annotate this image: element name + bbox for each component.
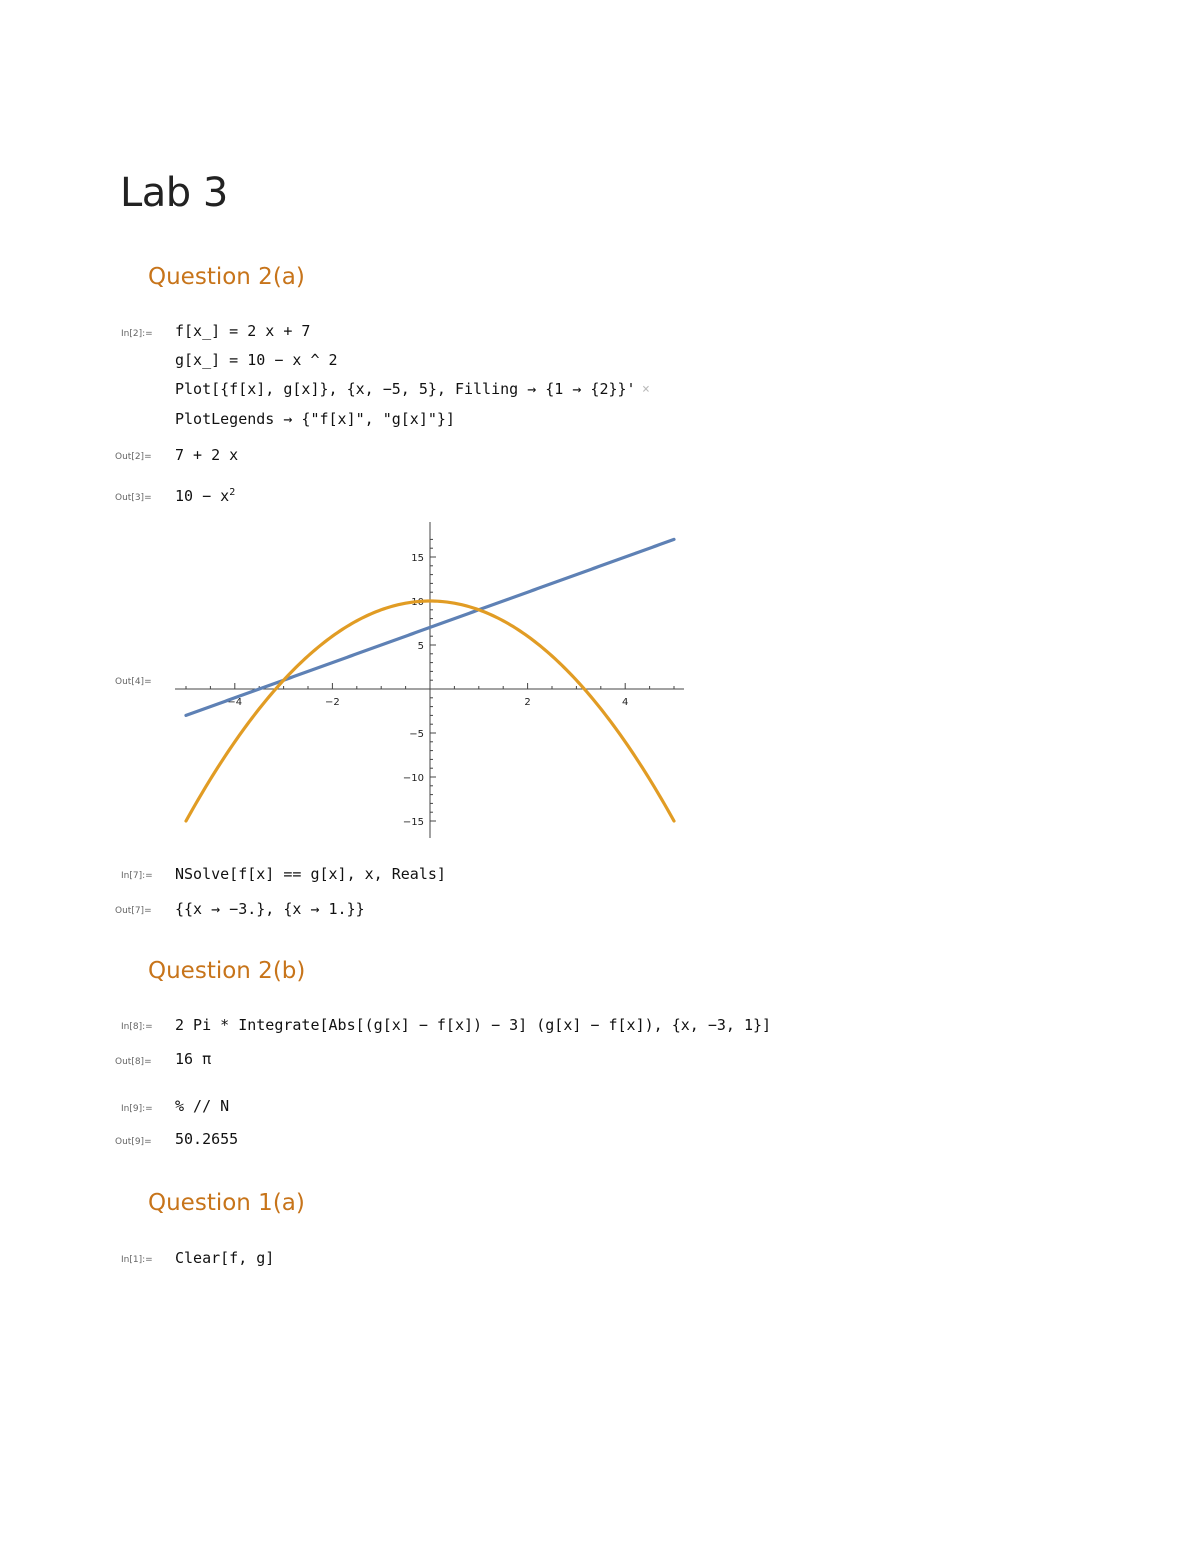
y-tick-label: 10 xyxy=(411,597,424,608)
x-tick-label: −2 xyxy=(325,697,340,708)
y-tick-label: −15 xyxy=(402,817,424,828)
code-line[interactable]: PlotLegends → {"f[x]", "g[x]"}] xyxy=(175,410,455,428)
input-label: In[7]:= xyxy=(121,871,153,881)
output-value: 7 + 2 x xyxy=(175,446,239,464)
output-label: Out[4]= xyxy=(115,677,152,687)
input-label: In[9]:= xyxy=(121,1104,153,1114)
output-label: Out[2]= xyxy=(115,452,152,462)
y-tick-label: 5 xyxy=(417,641,424,652)
output-label: Out[7]= xyxy=(115,906,152,916)
stray-mark: × xyxy=(642,382,650,397)
y-tick-label: −10 xyxy=(402,773,424,784)
code-line[interactable]: Clear[f, g] xyxy=(175,1249,275,1267)
input-label: In[1]:= xyxy=(121,1255,153,1265)
input-label: In[8]:= xyxy=(121,1022,153,1032)
x-tick-label: 2 xyxy=(524,697,531,708)
output-value: 16 π xyxy=(175,1050,212,1068)
code-line[interactable]: f[x_] = 2 x + 7 xyxy=(175,322,311,340)
code-line[interactable]: % // N xyxy=(175,1097,230,1115)
output-value: {{x → −3.}, {x → 1.}} xyxy=(175,900,365,918)
y-tick-label: −5 xyxy=(409,729,424,740)
output-label: Out[9]= xyxy=(115,1137,152,1147)
x-tick-label: −4 xyxy=(227,697,243,708)
section-heading-q2a: Question 2(a) xyxy=(148,264,305,290)
code-line[interactable]: Plot[{f[x], g[x]}, {x, −5, 5}, Filling → {1 → {2}}' xyxy=(175,380,636,398)
output-label: Out[3]= xyxy=(115,493,152,503)
x-tick-label: 4 xyxy=(622,697,629,708)
output-value: 50.2655 xyxy=(175,1130,239,1148)
y-tick-label: 15 xyxy=(411,553,424,564)
section-heading-q2b: Question 2(b) xyxy=(148,958,306,984)
code-line[interactable]: NSolve[f[x] == g[x], x, Reals] xyxy=(175,865,446,883)
code-line[interactable]: 2 Pi * Integrate[Abs[(g[x] − f[x]) − 3] (g[x] − f[x]), {x, −3, 1}] xyxy=(175,1016,772,1034)
output-label: Out[8]= xyxy=(115,1057,152,1067)
section-heading-q1a: Question 1(a) xyxy=(148,1190,305,1216)
output-base: 10 − x xyxy=(175,487,230,505)
code-line[interactable]: g[x_] = 10 − x ^ 2 xyxy=(175,351,338,369)
plot-axes xyxy=(175,522,684,838)
input-label: In[2]:= xyxy=(121,329,153,339)
output-exponent: 2 xyxy=(229,487,236,498)
page-title: Lab 3 xyxy=(120,170,228,216)
